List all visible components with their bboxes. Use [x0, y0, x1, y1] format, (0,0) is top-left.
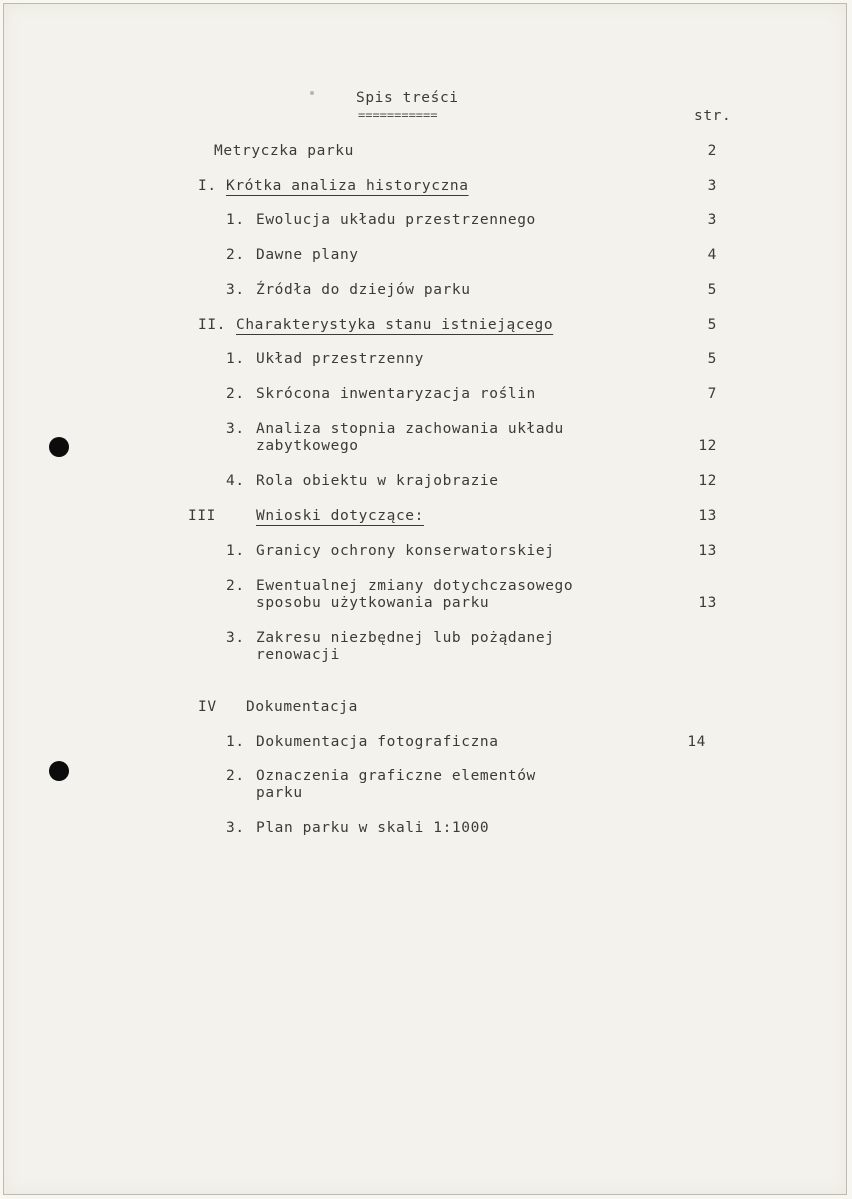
toc-section-number: IV	[198, 699, 217, 715]
toc-entry-page: 7	[707, 386, 717, 402]
toc-entry-page: 13	[698, 508, 717, 524]
punch-hole	[49, 437, 69, 457]
toc-entry-number: 3.	[226, 421, 245, 437]
toc-entry-label: Granicy ochrony konserwatorskiej	[256, 543, 555, 559]
paper-speck	[310, 91, 314, 95]
document-page	[3, 3, 847, 1195]
toc-entry-number: 3.	[226, 630, 245, 646]
toc-entry-page: 5	[707, 282, 717, 298]
toc-entry-label: Skrócona inwentaryzacja roślin	[256, 386, 536, 402]
toc-entry-label: Dokumentacja fotograficzna	[256, 734, 499, 750]
toc-entry-number: 3.	[226, 282, 245, 298]
toc-entry-label-continuation: renowacji	[256, 647, 340, 663]
toc-entry-label: Zakresu niezbędnej lub pożądanej	[256, 630, 555, 646]
toc-entry-number: 1.	[226, 543, 245, 559]
toc-entry-number: 1.	[226, 351, 245, 367]
toc-entry-number: 2.	[226, 386, 245, 402]
toc-entry-label: Źródła do dziejów parku	[256, 282, 471, 298]
toc-section-number: III	[188, 508, 216, 524]
toc-entry-label-continuation: zabytkowego	[256, 438, 359, 454]
toc-section-label: Wnioski dotyczące:	[256, 508, 424, 524]
toc-entry-label: Oznaczenia graficzne elementów	[256, 768, 536, 784]
toc-entry-page: 12	[698, 473, 717, 489]
toc-entry-page: 14	[687, 734, 706, 750]
toc-entry-page: 4	[707, 247, 717, 263]
toc-entry-page: 3	[707, 212, 717, 228]
toc-entry-number: 3.	[226, 820, 245, 836]
toc-entry-label-continuation: parku	[256, 785, 303, 801]
toc-entry-label: Rola obiektu w krajobrazie	[256, 473, 499, 489]
toc-section-label: Charakterystyka stanu istniejącego	[236, 317, 554, 333]
toc-entry-label: Ewentualnej zmiany dotychczasowego	[256, 578, 574, 594]
page-column-header: str.	[694, 108, 732, 124]
toc-entry-page: 5	[707, 351, 717, 367]
toc-section-label: Krótka analiza historyczna	[226, 178, 469, 194]
toc-section-label: Dokumentacja	[246, 699, 358, 715]
toc-entry-label: Układ przestrzenny	[256, 351, 424, 367]
toc-entry-number: 1.	[226, 212, 245, 228]
toc-entry-page: 2	[707, 143, 717, 159]
toc-entry-number: 2.	[226, 768, 245, 784]
toc-entry-number: 2.	[226, 247, 245, 263]
toc-entry-number: 2.	[226, 578, 245, 594]
toc-entry-page: 12	[698, 438, 717, 454]
toc-entry-number: 4.	[226, 473, 245, 489]
toc-entry-page: 13	[698, 543, 717, 559]
toc-entry-number: 1.	[226, 734, 245, 750]
toc-section-number: I.	[198, 178, 217, 194]
punch-hole	[49, 761, 69, 781]
toc-entry-page: 13	[698, 595, 717, 611]
page-title: Spis treści	[356, 90, 459, 106]
toc-entry-label-continuation: sposobu użytkowania parku	[256, 595, 490, 611]
toc-entry-label: Analiza stopnia zachowania układu	[256, 421, 564, 437]
toc-entry-label: Dawne plany	[256, 247, 359, 263]
toc-entry-page: 3	[707, 178, 717, 194]
toc-entry-page: 5	[707, 317, 717, 333]
toc-entry-label: Ewolucja układu przestrzennego	[256, 212, 536, 228]
toc-entry-label: Metryczka parku	[214, 143, 354, 159]
title-underline: ===========	[358, 108, 438, 122]
toc-entry-label: Plan parku w skali 1:1000	[256, 820, 490, 836]
toc-section-number: II.	[198, 317, 226, 333]
